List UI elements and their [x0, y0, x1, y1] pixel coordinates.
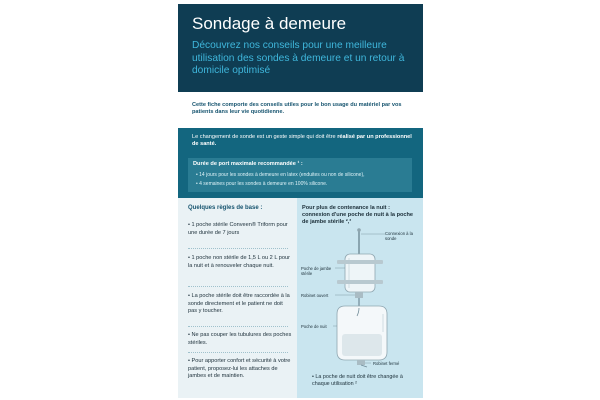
advice-sheet [178, 4, 423, 398]
rule-item: • Pour apporter confort et sécurité à votre patient, proposez-lui les attaches de jambes et de maintien. [188, 358, 291, 380]
rule-item: • La poche stérile doit être raccordée à la sonde directement et le patient ne doit pas y toucher. [188, 293, 290, 315]
night-bag-note: • La poche de nuit doit être changée à chaque utilisation ² [312, 374, 403, 388]
duration-box [188, 158, 412, 192]
night-bag-panel [297, 198, 423, 398]
rules-title: Quelques règles de base : [188, 205, 263, 211]
rule-item: • 1 poche non stérile de 1,5 L ou 2 L pour la nuit et à renouveler chaque nuit. [188, 255, 290, 269]
page-subtitle: Découvrez nos conseils pour une meilleure utilisation des sondes à demeure et un retour à domicile optimisé [192, 40, 405, 76]
info-text-plain: Le changement de sonde est un geste simple qui doit être [192, 134, 338, 140]
night-bag-title: Pour plus de contenance la nuit : connexion d'une poche de nuit à la poche de jambe stérile ²,³ [302, 205, 414, 226]
divider [188, 326, 288, 327]
intro-text: Cette fiche comporte des conseils utiles pour le bon usage du matériel par vos patients dans leur vie quotidienne. [192, 102, 402, 116]
duration-item: • 14 jours pour les sondes à demeure en latex (enduites ou non de silicone), [196, 172, 365, 178]
label-night-bag: Poche de nuit [301, 324, 327, 329]
header-banner [178, 4, 423, 92]
divider [188, 286, 288, 287]
info-text [192, 134, 412, 149]
duration-title: Durée de port maximale recommandée ¹ : [193, 161, 303, 167]
rule-item: • Ne pas couper les tubulures des poches stériles. [188, 332, 292, 346]
rules-panel [178, 198, 297, 398]
divider [188, 248, 288, 249]
label-tap-open: Robinet ouvert [301, 293, 329, 298]
page-title: Sondage à demeure [192, 14, 347, 33]
rule-item: • 1 poche stérile Conveen® Triform pour une durée de 7 jours [188, 222, 288, 236]
label-leg-bag: Poche de jambe stérile [301, 266, 332, 276]
night-bag-illustration [297, 228, 423, 368]
label-tap-closed: Robinet fermé [373, 361, 400, 366]
info-text-bold: réalisé par un professionnel de santé. [192, 134, 412, 148]
info-panel [178, 128, 423, 198]
divider [188, 352, 288, 353]
duration-item: • 4 semaines pour les sondes à demeure en 100% silicone. [196, 181, 328, 187]
label-connection: Connexion à la sonde [385, 231, 413, 241]
